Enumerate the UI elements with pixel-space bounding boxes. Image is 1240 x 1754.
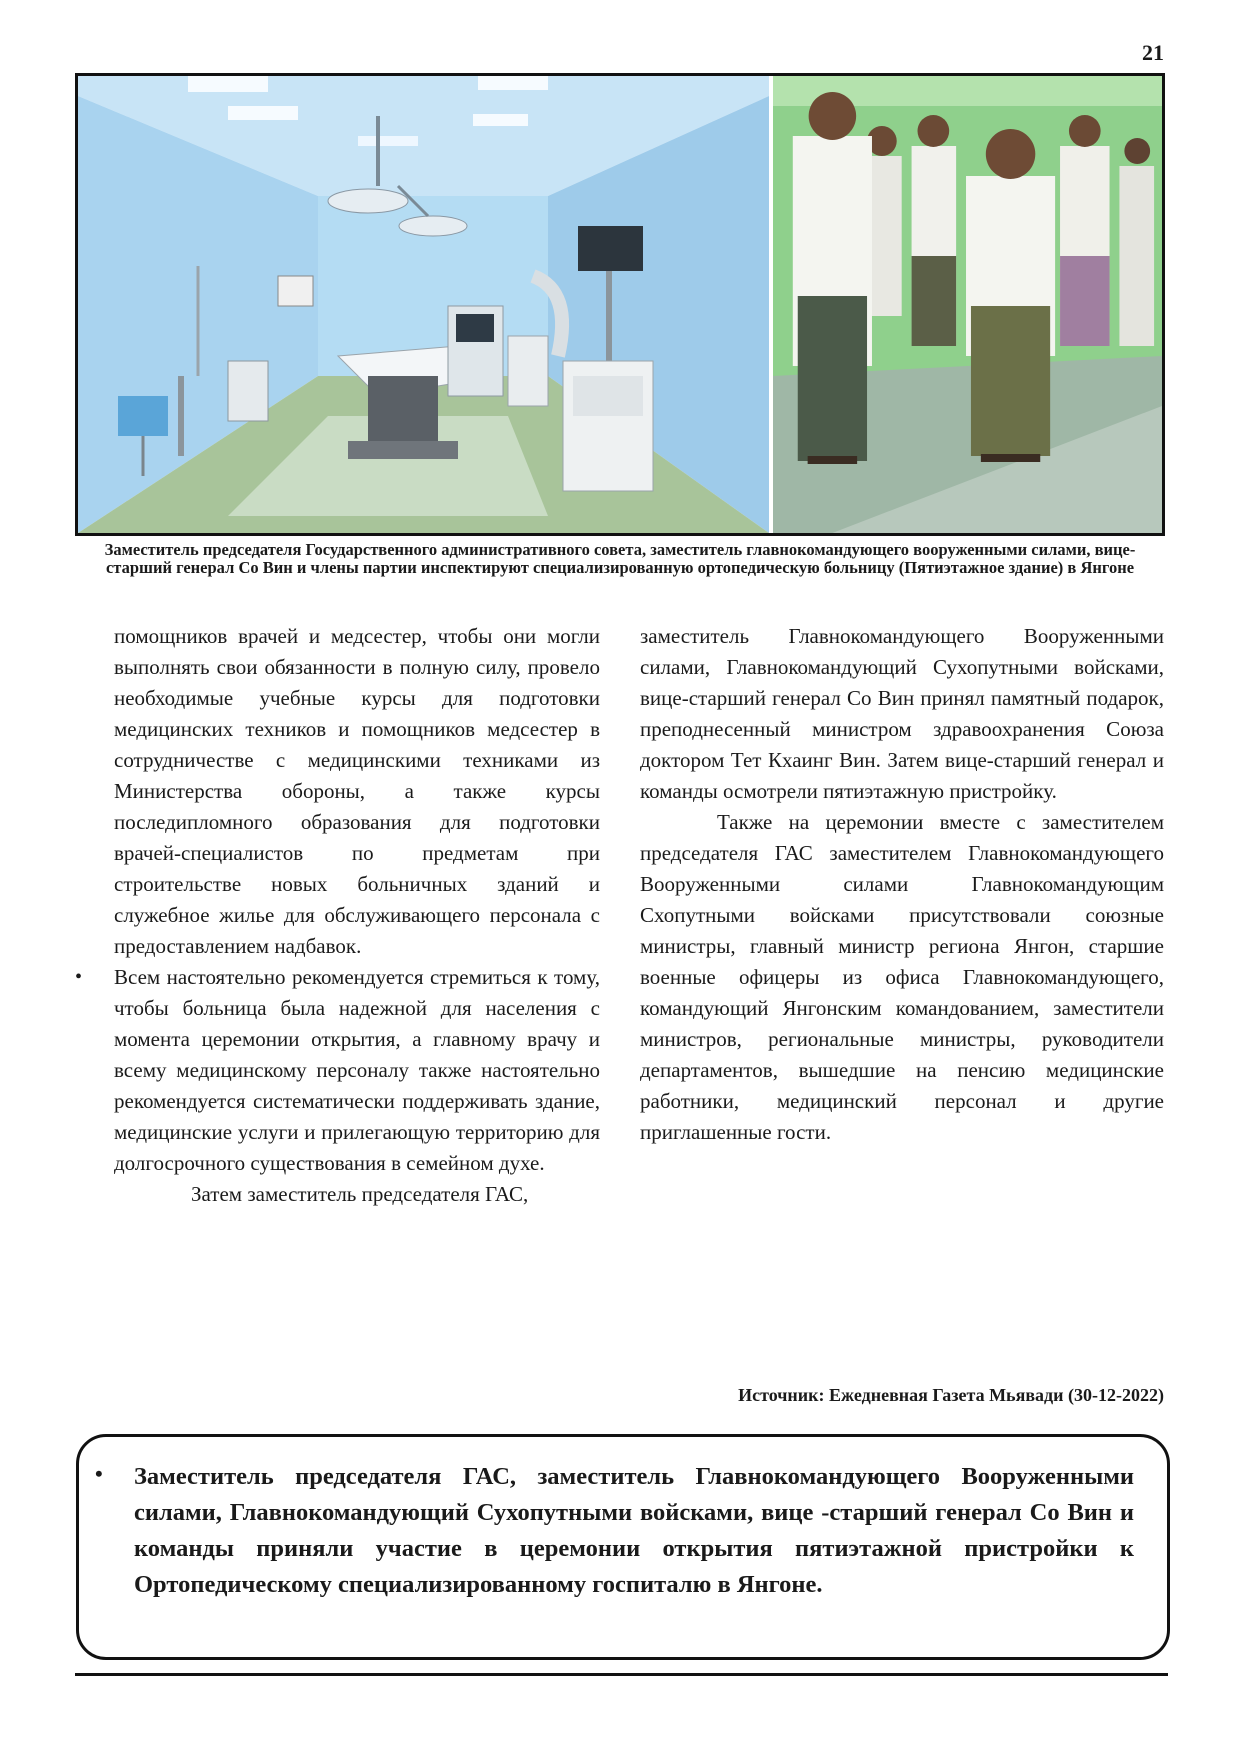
photo-caption: Заместитель председателя Государственного административного совета, заместитель главнокомандующего вооруженными силами, вице-старший генерал Со Вин и члены партии инспектируют специализированную ортопедическую больницу (Пятиэтажное здание) в Янгоне: [104, 540, 1136, 577]
officials-illustration: [773, 76, 1162, 533]
left-paragraph-3: Затем заместитель председателя ГАС,: [191, 1182, 529, 1206]
bottom-divider: [75, 1673, 1168, 1676]
page-number: 21: [1142, 40, 1164, 65]
summary-bullet-icon: •: [95, 1461, 103, 1486]
left-column: [75, 621, 600, 1210]
photo-frame: [75, 73, 1165, 536]
right-paragraph-1: заместитель Главнокомандующего Вооруженными силами, Главнокомандующий Сухопутными войсками, вице-старший генерал Со Вин принял памятный подарок, преподнесенный министром здравоохранения Союза доктором Тет Кхаинг Вин. Затем вице-старший генерал и команды осмотрели пятиэтажную пристройку.: [640, 624, 1164, 803]
left-paragraph-2-text: Всем настоятельно рекомендуется стремиться к тому, чтобы больница была надежной для населения с момента церемонии открытия, а главному врачу и всему медицинскому персоналу также настоятельно рекомендуется систематически поддерживать здание, медицинские услуги и прилегающую территорию для долгосрочного существования в семейном духе.: [114, 965, 600, 1175]
operating-room-photo: [78, 76, 773, 533]
right-paragraph-2: Также на церемонии вместе с заместителем председателя ГАС заместителем Главнокомандующего Вооруженными силами Главнокомандующим Схопутными войсками присутствовали союзные министры, главный министр региона Янгон, старшие военные офицеры из офиса Главнокомандующего, командующий Янгонским командованием, заместители министров, региональные министры, руководители департаментов, вышедшие на пенсию медицинские работники, медицинский персонал и другие приглашенные гости.: [640, 810, 1164, 1144]
source-line: Источник: Ежедневная Газета Мьявади (30-12-2022): [738, 1385, 1164, 1405]
left-paragraph-1: помощников врачей и медсестер, чтобы они могли выполнять свои обязанности в полную силу, провело необходимые учебные курсы для подготовки медицинских техников и помощников медсестер в сотрудничестве с медицинскими техниками из Министерства обороны, а также курсы последипломного образования для подготовки врачей-специалистов по предметам при строительстве новых больничных зданий и служебное жилье для обслуживающего персонала с предоставлением надбавок.: [114, 624, 600, 958]
officials-inspection-photo: [773, 76, 1162, 533]
left-paragraph-2: [75, 962, 600, 1179]
operating-room-illustration: [78, 76, 769, 533]
summary-box: [76, 1434, 1170, 1660]
right-column: [640, 621, 1164, 1148]
summary-text: Заместитель председателя ГАС, заместитель Главнокомандующего Вооруженными силами, Главнокомандующий Сухопутными войсками, вице -старший генерал Со Вин и команды приняли участие в церемонии открытия пятиэтажной пристройки к Ортопедическому специализированному госпиталю в Янгоне.: [134, 1463, 1134, 1598]
bullet-icon: •: [75, 966, 83, 988]
